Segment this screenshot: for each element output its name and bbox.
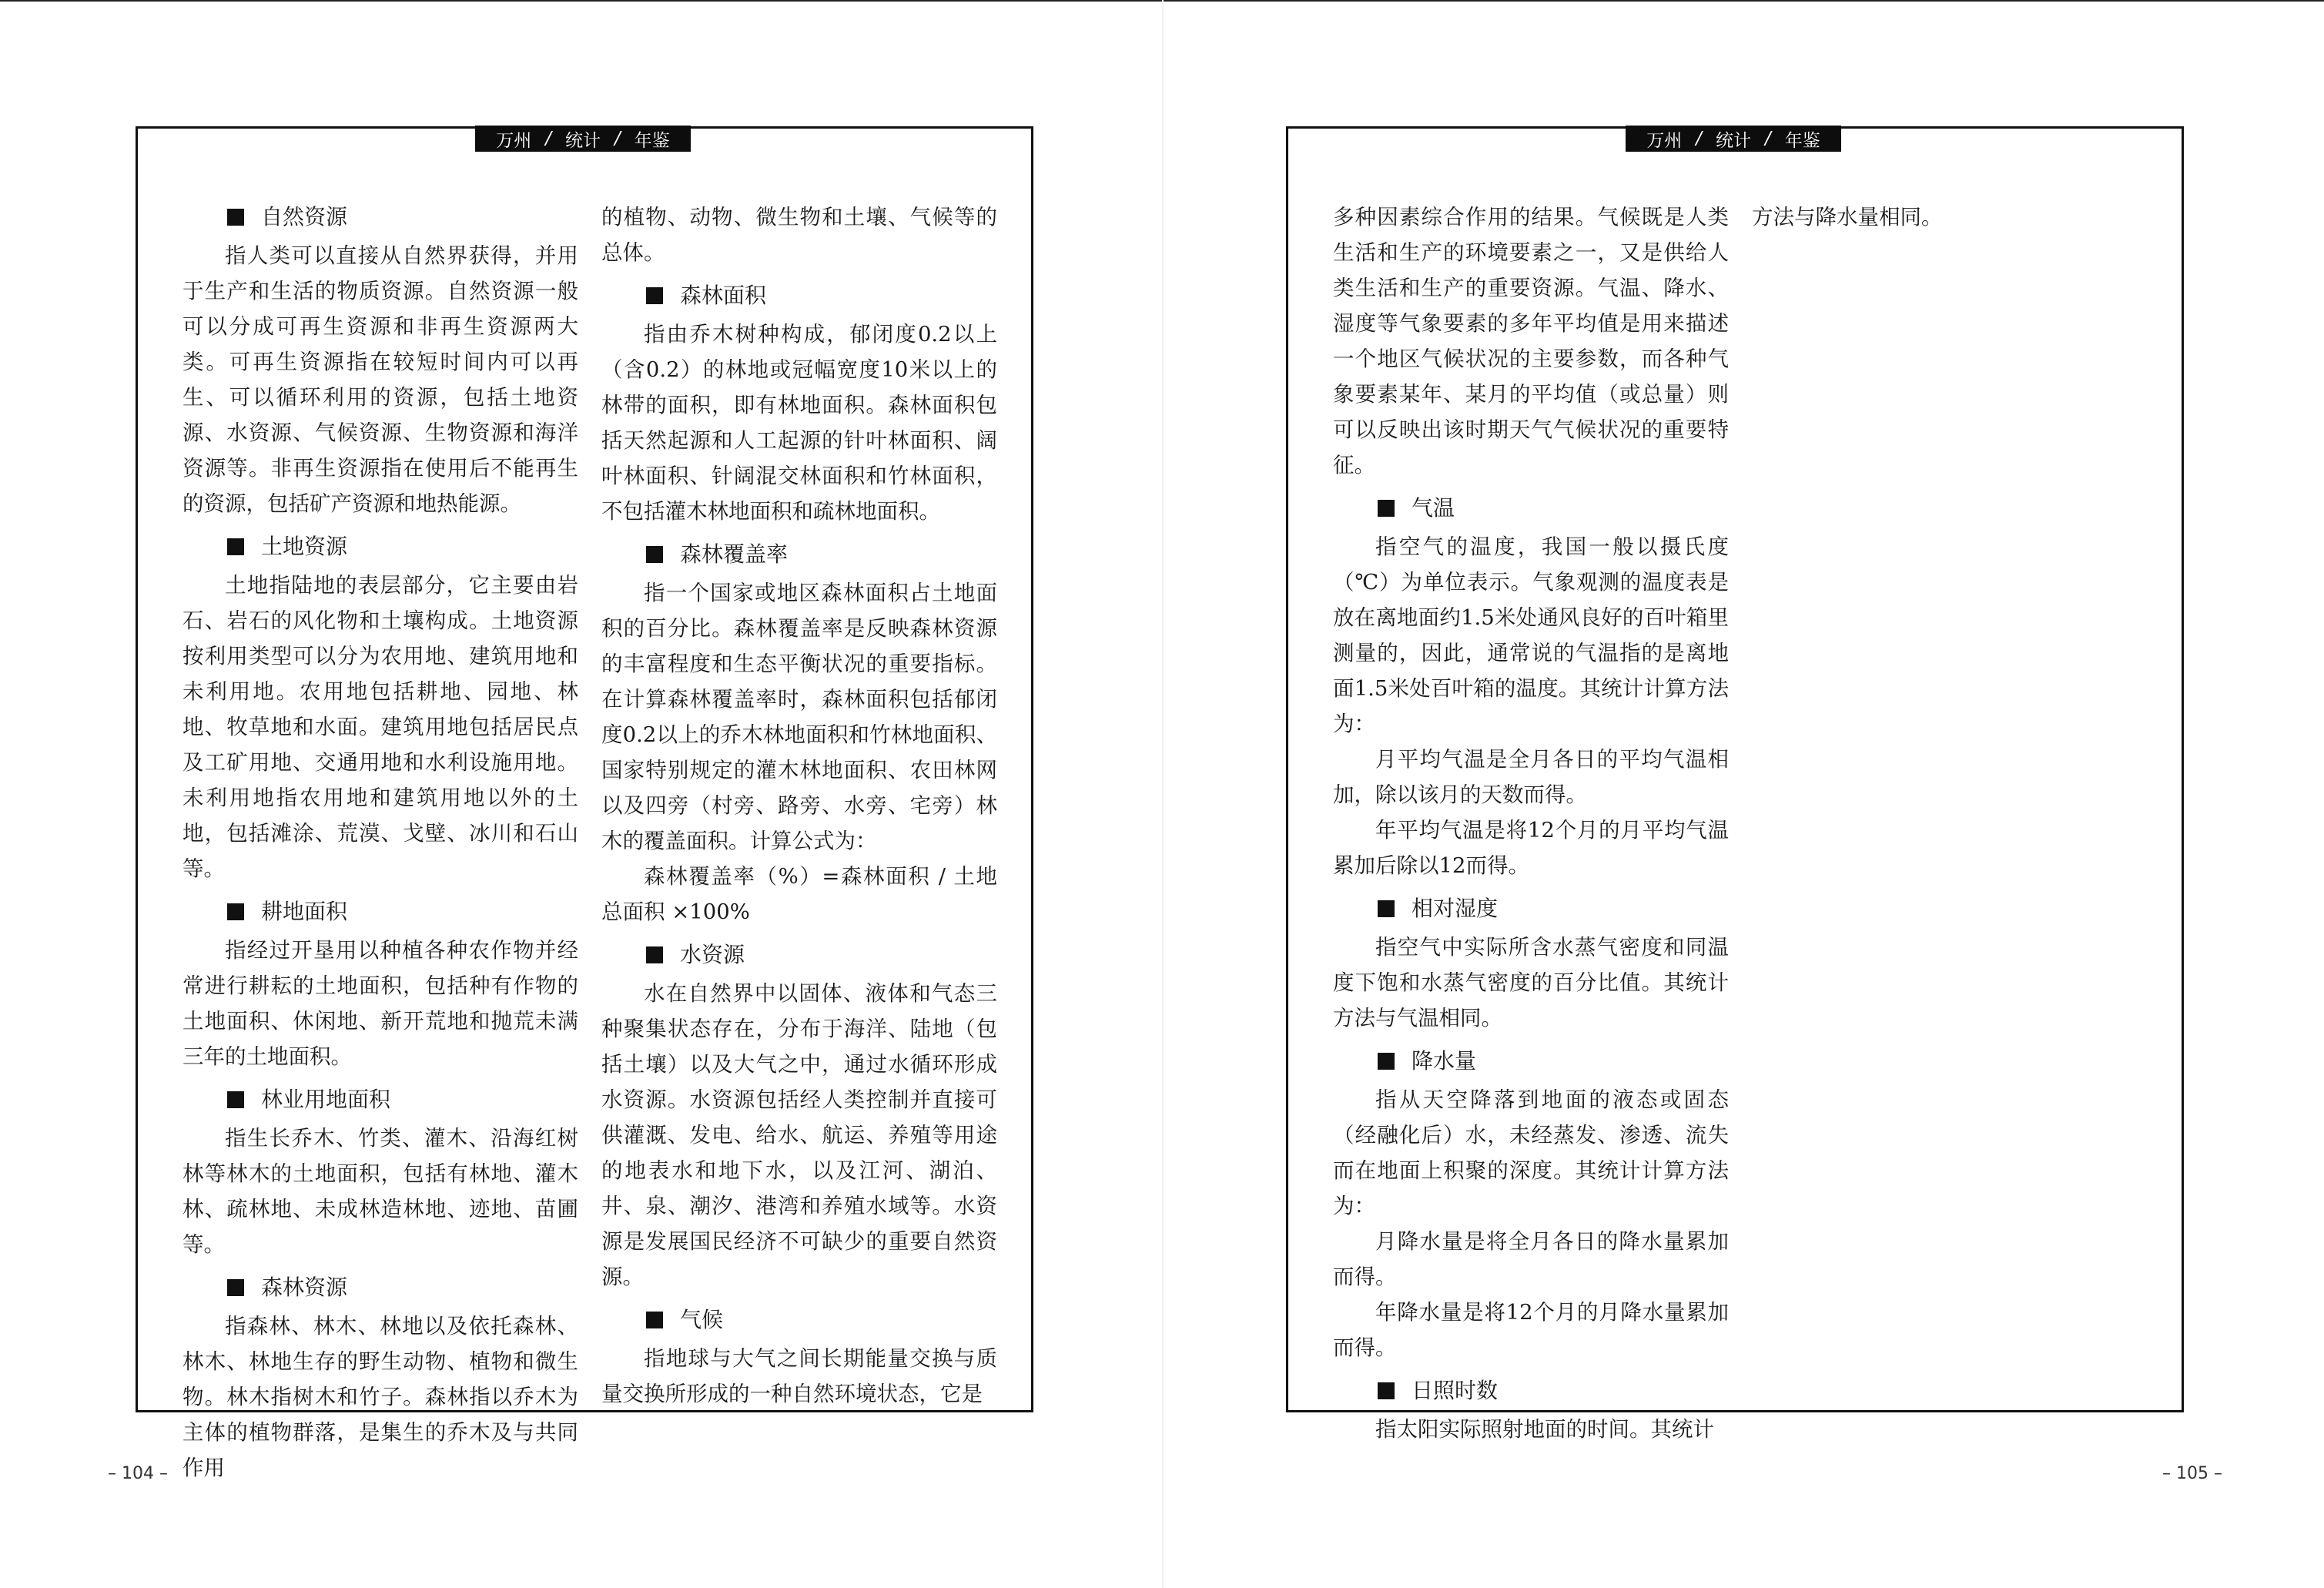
paragraph: 水在自然界中以固体、液体和气态三种聚集状态存在，分布于海洋、陆地（包括土壤）以及大气之中，通过水循环形成水资源。水资源包括经人类控制并直接可供灌溉、发电、给水、航运、养殖等用途的地表水和地下水，以及江河、湖泊、井、泉、潮汐、港湾和养殖水域等。水资源是发展国民经济不可缺少的重要自然资源。 — [601, 981, 997, 1289]
section-heading: 自然资源 — [183, 199, 578, 235]
section-heading: 林业用地面积 — [183, 1082, 578, 1117]
paragraph: 月平均气温是全月各日的平均气温相加，除以该月的天数而得。 — [1333, 747, 1729, 807]
header-separator: / — [545, 129, 551, 149]
right-page-header — [1626, 126, 1841, 152]
square-bullet-icon — [227, 903, 244, 920]
continued-paragraph: 的植物、动物、微生物和土壤、气候等的总体。 — [601, 205, 997, 265]
header-part-1: 万州 — [1646, 130, 1683, 151]
left-page-frame — [136, 126, 1033, 1480]
right-page-column-2 — [1752, 199, 2148, 235]
paragraph: 指从天空降落到地面的液态或固态（经融化后）水，未经蒸发、渗透、流失而在地面上积聚的深度。其统计计算方法为： — [1333, 1087, 1729, 1218]
square-bullet-icon — [227, 209, 244, 226]
paragraph: 指森林、林木、林地以及依托森林、林木、林地生存的野生动物、植物和微生物。林木指树木和竹子。森林指以乔木为主体的植物群落，是集生的乔木及与共同作用 — [183, 1314, 578, 1480]
spread-gutter — [1162, 0, 1164, 1588]
section-heading: 森林面积 — [601, 278, 997, 313]
paragraph: 指由乔木树种构成，郁闭度0.2以上（含0.2）的林地或冠幅宽度10米以上的林带的面积，即有林地面积。森林面积包括天然起源和人工起源的针叶林面积、阔叶林面积、针阔混交林面积和竹林面积，不包括灌木林地面积和疏林地面积。 — [601, 322, 997, 524]
left-page-number: – 104 – — [108, 1464, 168, 1483]
paragraph: 指地球与大气之间长期能量交换与质量交换所形成的一种自然环境状态，它是 — [601, 1346, 997, 1406]
section-heading: 水资源 — [601, 937, 997, 973]
square-bullet-icon — [1378, 500, 1395, 517]
square-bullet-icon — [227, 1279, 244, 1296]
header-part-3: 年鉴 — [634, 130, 670, 151]
section-heading: 日照时数 — [1333, 1373, 1729, 1409]
header-part-2: 统计 — [565, 130, 601, 151]
paragraph: 指空气中实际所含水蒸气密度和同温度下饱和水蒸气密度的百分比值。其统计方法与气温相同。 — [1333, 935, 1729, 1030]
paragraph: 指空气的温度，我国一般以摄氏度（℃）为单位表示。气象观测的温度表是放在离地面约1.5米处通风良好的百叶箱里测量的，因此，通常说的气温指的是离地面1.5米处百叶箱的温度。其统计计算方法为： — [1333, 534, 1729, 736]
paragraph: 年降水量是将12个月的月降水量累加而得。 — [1333, 1300, 1729, 1360]
paragraph: 月降水量是将全月各日的降水量累加而得。 — [1333, 1229, 1729, 1289]
right-page-number: – 105 – — [2162, 1464, 2222, 1483]
paragraph: 指经过开垦用以种植各种农作物并经常进行耕耘的土地面积，包括种有作物的土地面积、休闲地、新开荒地和抛荒未满三年的土地面积。 — [183, 938, 578, 1069]
section-heading: 降水量 — [1333, 1044, 1729, 1079]
section-heading: 气温 — [1333, 491, 1729, 526]
left-page-column-1 — [183, 199, 578, 1486]
paragraph: 年平均气温是将12个月的月平均气温累加后除以12而得。 — [1333, 818, 1729, 878]
section-heading: 耕地面积 — [183, 894, 578, 930]
paragraph: 指太阳实际照射地面的时间。其统计 — [1375, 1417, 1714, 1442]
right-page-column-1 — [1333, 199, 1729, 1447]
header-separator: / — [614, 129, 621, 149]
square-bullet-icon — [1378, 1053, 1395, 1070]
paragraph: 指人类可以直接从自然界获得，并用于生产和生活的物质资源。自然资源一般可以分成可再生资源和非再生资源两大类。可再生资源指在较短时间内可以再生、可以循环利用的资源，包括土地资源、水资源、气候资源、生物资源和海洋资源等。非再生资源指在使用后不能再生的资源，包括矿产资源和地热能源。 — [183, 243, 578, 516]
square-bullet-icon — [227, 538, 244, 555]
square-bullet-icon — [646, 1312, 663, 1328]
left-page-column-2 — [601, 199, 997, 1412]
left-page-header — [475, 126, 691, 152]
continued-paragraph: 多种因素综合作用的结果。气候既是人类生活和生产的环境要素之一，又是供给人类生活和生产的重要资源。气温、降水、湿度等气象要素的多年平均值是用来描述一个地区气候状况的主要参数，而各种气象要素某年、某月的平均值（或总量）则可以反映出该时期天气气候状况的重要特征。 — [1333, 205, 1729, 477]
header-part-3: 年鉴 — [1784, 130, 1820, 151]
square-bullet-icon — [646, 546, 663, 563]
section-heading: 相对湿度 — [1333, 891, 1729, 926]
section-heading: 气候 — [601, 1302, 997, 1338]
paragraph: 指生长乔木、竹类、灌木、沿海红树林等林木的土地面积，包括有林地、灌木林、疏林地、未成林造林地、迹地、苗圃等。 — [183, 1126, 578, 1257]
header-part-2: 统计 — [1716, 130, 1751, 151]
square-bullet-icon — [227, 1091, 244, 1108]
section-heading: 森林覆盖率 — [601, 537, 997, 572]
header-separator: / — [1765, 129, 1771, 149]
square-bullet-icon — [646, 946, 663, 963]
formula-paragraph: 森林覆盖率（%）=森林面积 / 土地总面积 ×100% — [601, 864, 997, 924]
square-bullet-icon — [1378, 1382, 1395, 1399]
square-bullet-icon — [1378, 900, 1395, 917]
continued-paragraph: 方法与降水量相同。 — [1752, 205, 1943, 229]
header-separator: / — [1696, 129, 1702, 149]
square-bullet-icon — [646, 287, 663, 304]
section-heading: 森林资源 — [183, 1270, 578, 1305]
header-part-1: 万州 — [496, 130, 532, 151]
right-page-frame — [1286, 126, 2184, 1442]
section-heading: 土地资源 — [183, 529, 578, 565]
paragraph: 指一个国家或地区森林面积占土地面积的百分比。森林覆盖率是反映森林资源的丰富程度和生态平衡状况的重要指标。在计算森林覆盖率时，森林面积包括郁闭度0.2以上的乔木林地面积和竹林地面积、国家特别规定的灌木林地面积、农田林网以及四旁（村旁、路旁、水旁、宅旁）林木的覆盖面积。计算公式为： — [601, 581, 997, 853]
paragraph: 土地指陆地的表层部分，它主要由岩石、岩石的风化物和土壤构成。土地资源按利用类型可以分为农用地、建筑用地和未利用地。农用地包括耕地、园地、林地、牧草地和水面。建筑用地包括居民点及工矿用地、交通用地和水利设施用地。未利用地指农用地和建筑用地以外的土地，包括滩涂、荒漠、戈壁、冰川和石山等。 — [183, 573, 578, 881]
